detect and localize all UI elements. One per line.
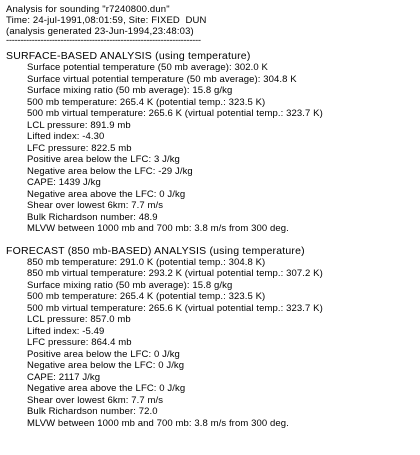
surface-line: Negative area below the LFC: -29 J/kg <box>27 165 193 177</box>
surface-line: Positive area below the LFC: 3 J/kg <box>27 154 180 165</box>
forecast-line: Negative area above the LFC: 0 J/kg <box>27 383 186 394</box>
analysis-header-sounding: Analysis for sounding "r7240800.dun" <box>6 4 170 15</box>
analysis-header-generated: (analysis generated 23-Jun-1994,23:48:03) <box>6 26 194 37</box>
forecast-line: MLVW between 1000 mb and 700 mb: 3.8 m/s from 300 deg. <box>27 417 289 429</box>
surface-line: Bulk Richardson number: 48.9 <box>27 211 158 223</box>
forecast-section-lines <box>6 257 416 430</box>
surface-line: Surface mixing ratio (50 mb average): 15.8 g/kg <box>27 85 233 96</box>
forecast-line: 850 mb virtual temperature: 293.2 K (virtual potential temp.: 307.2 K) <box>27 268 323 279</box>
surface-section-lines <box>6 62 416 235</box>
forecast-line: Negative area below the LFC: 0 J/kg <box>27 360 185 371</box>
surface-line: 500 mb temperature: 265.4 K (potential temp.: 323.5 K) <box>27 96 266 108</box>
surface-line: Lifted index: -4.30 <box>27 131 105 142</box>
forecast-line: LCL pressure: 857.0 mb <box>27 314 131 325</box>
forecast-line: Lifted index: -5.49 <box>27 325 105 337</box>
surface-line: Negative area above the LFC: 0 J/kg <box>27 188 186 200</box>
surface-line: LFC pressure: 822.5 mb <box>27 142 132 154</box>
surface-line: LCL pressure: 891.9 mb <box>27 119 131 131</box>
forecast-line: Surface mixing ratio (50 mb average): 15.8 g/kg <box>27 279 233 291</box>
forecast-line: Positive area below the LFC: 0 J/kg <box>27 348 180 360</box>
forecast-line: CAPE: 2117 J/kg <box>27 371 101 383</box>
forecast-line: Bulk Richardson number: 72.0 <box>27 406 158 417</box>
forecast-line: Shear over lowest 6km: 7.7 m/s <box>27 394 164 406</box>
sounding-analysis-document <box>6 4 416 429</box>
forecast-line: 500 mb temperature: 265.4 K (potential temp.: 323.5 K) <box>27 291 266 302</box>
forecast-line: 850 mb temperature: 291.0 K (potential temp.: 304.8 K) <box>27 256 266 268</box>
forecast-section-title: FORECAST (850 mb-BASED) ANALYSIS (using temperature) <box>6 244 305 257</box>
analysis-header-time-site: Time: 24-jul-1991,08:01:59, Site: FIXED DUN <box>6 15 207 26</box>
surface-section-title: SURFACE-BASED ANALYSIS (using temperature) <box>6 50 251 62</box>
forecast-line: LFC pressure: 864.4 mb <box>27 337 132 348</box>
surface-line: MLVW between 1000 mb and 700 mb: 3.8 m/s from 300 deg. <box>27 223 289 234</box>
surface-line: CAPE: 1439 J/kg <box>27 177 101 188</box>
surface-line: Surface virtual potential temperature (50 mb average): 304.8 K <box>27 73 297 85</box>
surface-line: 500 mb virtual temperature: 265.6 K (virtual potential temp.: 323.7 K) <box>27 108 323 119</box>
header-divider: -------------------------------------------------------------------- <box>6 35 201 46</box>
surface-line: Shear over lowest 6km: 7.7 m/s <box>27 200 164 211</box>
forecast-line: 500 mb virtual temperature: 265.6 K (virtual potential temp.: 323.7 K) <box>27 302 323 314</box>
surface-line: Surface potential temperature (50 mb average): 302.0 K <box>27 62 268 73</box>
